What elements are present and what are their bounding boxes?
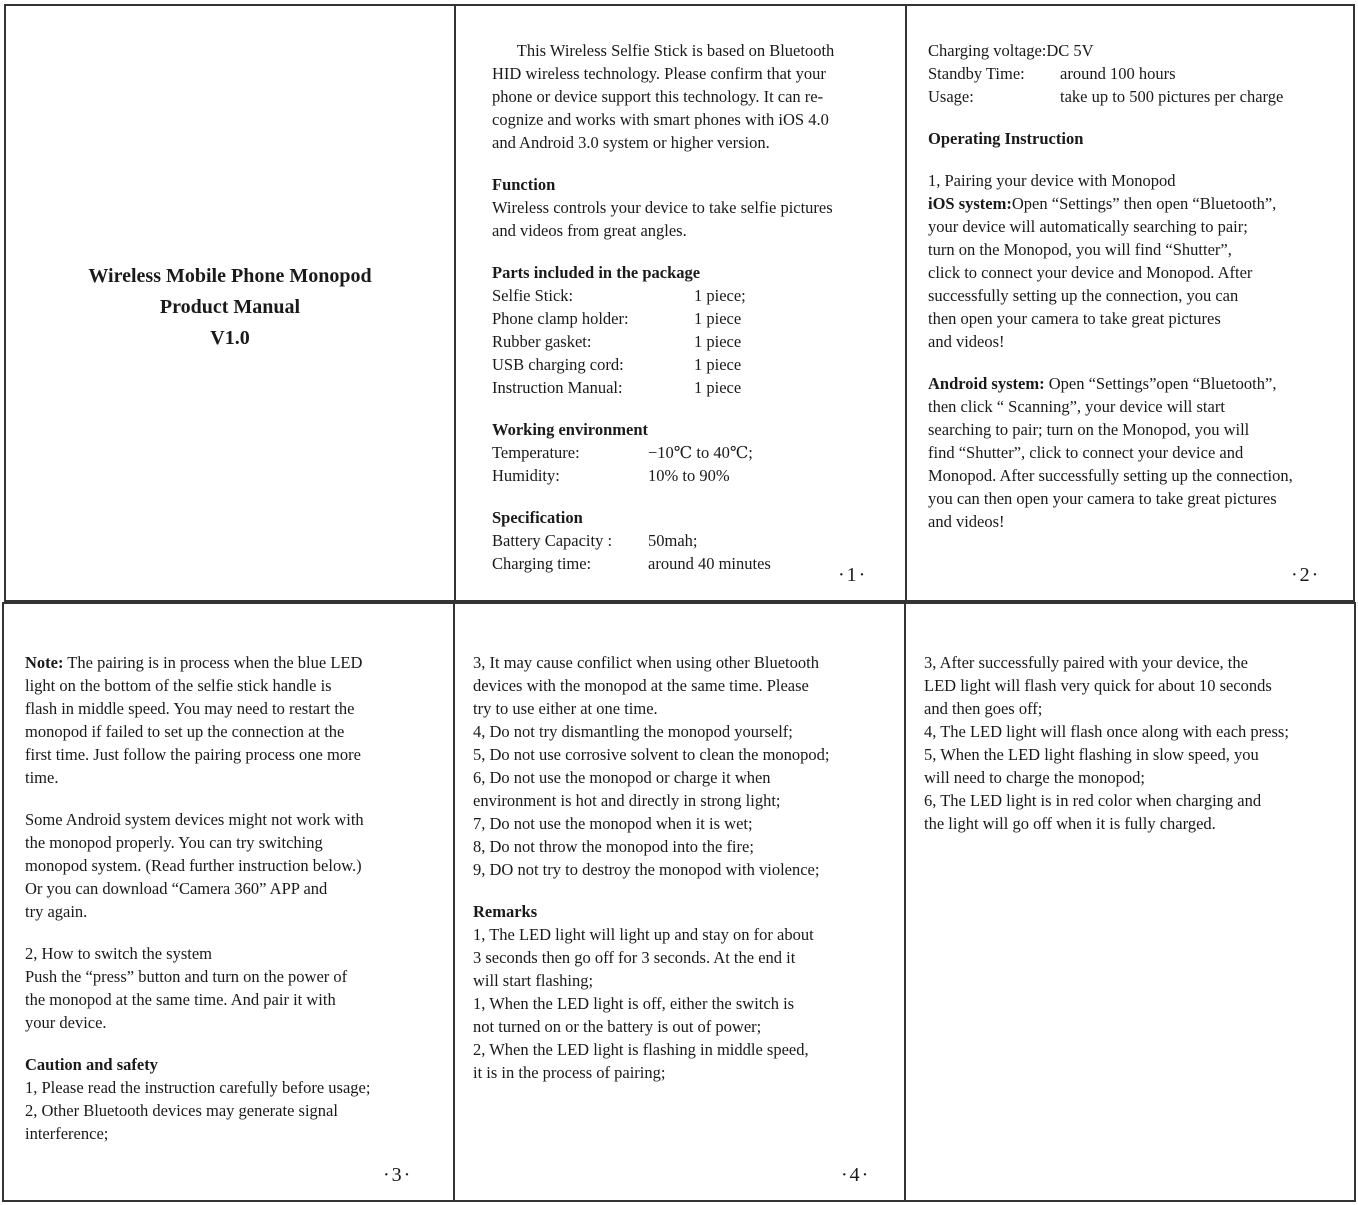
android-text: Monopod. After successfully setting up the connection, [928,466,1293,485]
function-heading: Function [492,175,556,194]
parts-heading: Parts included in the package [492,263,701,282]
env-name: Humidity: [492,466,560,485]
switch-title: 2, How to switch the system [25,944,212,963]
caution-item: 9, DO not try to destroy the monopod with violence; [473,860,820,879]
parts-row [492,376,834,399]
caution-item: try to use either at one time. [473,699,658,718]
page-number: ·2· [1291,564,1321,586]
remark-item: not turned on or the battery is out of power; [473,1017,762,1036]
part-qty: 1 piece [694,332,742,351]
remark-item: will start flashing; [473,971,594,990]
android-note-text: monopod system. (Read further instruction below.) [25,856,362,875]
android-note-text: try again. [25,902,88,921]
note-text: The pairing is in process when the blue LED [63,653,363,672]
android-text: you can then open your camera to take great pictures [928,489,1277,508]
caution-item: 5, Do not use corrosive solvent to clean the monopod; [473,745,830,764]
remark-item: will need to charge the monopod; [924,768,1146,787]
page-4-panel [453,602,906,1202]
android-line [928,372,1293,395]
intro-line: HID wireless technology. Please confirm that your [492,64,826,83]
specification-heading: Specification [492,508,583,527]
spec-row [492,552,834,575]
android-text: Open “Settings”open “Bluetooth”, [1044,374,1277,393]
spec-row [928,39,1293,62]
caution-item: environment is hot and directly in strong light; [473,791,781,810]
caution-item: 1, Please read the instruction carefully before usage; [25,1078,371,1097]
remark-item: and then goes off; [924,699,1043,718]
part-qty: 1 piece; [694,286,746,305]
caution-item: 8, Do not throw the monopod into the fire; [473,837,754,856]
ios-text: turn on the Monopod, you will find “Shutter”, [928,240,1232,259]
remark-item: 5, When the LED light flashing in slow speed, you [924,745,1259,764]
part-name: Instruction Manual: [492,378,623,397]
env-row [492,464,834,487]
remark-item: 6, The LED light is in red color when charging and [924,791,1262,810]
parts-row [492,353,834,376]
spec-value: around 100 hours [1060,64,1176,83]
part-qty: 1 piece [694,309,742,328]
intro-line: This Wireless Selfie Stick is based on Bluetooth [492,41,835,60]
spec-name: Standby Time: [928,64,1025,83]
ios-text: successfully setting up the connection, you can [928,286,1239,305]
remark-item: 1, The LED light will light up and stay on for about [473,925,814,944]
ios-text: Open “Settings” then open “Bluetooth”, [1011,194,1277,213]
part-name: Phone clamp holder: [492,309,629,328]
ios-line [928,192,1293,215]
page-number: ·3· [383,1164,413,1186]
switch-text: the monopod at the same time. And pair it with [25,990,336,1009]
env-value: −10℃ to 40℃; [648,443,753,462]
android-text: find “Shutter”, click to connect your device and [928,443,1244,462]
caution-item: devices with the monopod at the same time. Please [473,676,809,695]
android-text: and videos! [928,512,1005,531]
pairing-title: 1, Pairing your device with Monopod [928,171,1176,190]
note-text: light on the bottom of the selfie stick handle is [25,676,332,695]
remark-item: 3, After successfully paired with your device, the [924,653,1248,672]
intro-line: phone or device support this technology. It can re- [492,87,824,106]
note-text: flash in middle speed. You may need to restart the [25,699,355,718]
part-name: Selfie Stick: [492,286,574,305]
remark-item: 3 seconds then go off for 3 seconds. At the end it [473,948,796,967]
caution-item: 4, Do not try dismantling the monopod yourself; [473,722,793,741]
remark-item: 1, When the LED light is off, either the switch is [473,994,795,1013]
spec-row [492,529,834,552]
note-text: first time. Just follow the pairing process one more [25,745,361,764]
remark-item: the light will go off when it is fully charged. [924,814,1216,833]
intro-line: cognize and works with smart phones with iOS 4.0 [492,110,829,129]
environment-heading: Working environment [492,420,649,439]
cover-title [6,261,454,354]
spec-name: Usage: [928,87,974,106]
parts-row [492,284,834,307]
switch-text: your device. [25,1013,107,1032]
note-label: Note: [25,653,64,672]
part-name: USB charging cord: [492,355,624,374]
function-text: and videos from great angles. [492,221,687,240]
spec-name: Charging voltage: [928,41,1047,60]
note-line [25,651,370,674]
remark-item: LED light will flash very quick for about 10 seconds [924,676,1272,695]
env-row [492,441,834,464]
caution-item: 2, Other Bluetooth devices may generate signal [25,1101,338,1120]
caution-item: 6, Do not use the monopod or charge it when [473,768,771,787]
ios-label: iOS system: [928,194,1012,213]
page-3-panel [2,602,455,1202]
cover-version: V1.0 [210,327,250,349]
ios-text: your device will automatically searching to pair; [928,217,1248,236]
cover-panel [4,4,456,602]
spec-value: take up to 500 pictures per charge [1060,87,1284,106]
switch-text: Push the “press” button and turn on the power of [25,967,348,986]
spec-name: Battery Capacity : [492,531,613,550]
caution-item: 7, Do not use the monopod when it is wet; [473,814,753,833]
note-text: time. [25,768,59,787]
android-text: searching to pair; turn on the Monopod, you will [928,420,1250,439]
remark-item: 2, When the LED light is flashing in middle speed, [473,1040,809,1059]
spec-value: DC 5V [1046,41,1094,60]
operating-heading: Operating Instruction [928,129,1084,148]
remark-item: 4, The LED light will flash once along with each press; [924,722,1289,741]
remarks-heading: Remarks [473,902,538,921]
spec-value: 50mah; [648,531,698,550]
page-number: ·4· [841,1164,871,1186]
page-5-panel [904,602,1356,1202]
caution-item: interference; [25,1124,109,1143]
part-qty: 1 piece [694,355,742,374]
intro-line: and Android 3.0 system or higher version. [492,133,770,152]
android-note-text: Or you can download “Camera 360” APP and [25,879,328,898]
ios-text: click to connect your device and Monopod. After [928,263,1253,282]
android-label: Android system: [928,374,1045,393]
part-name: Rubber gasket: [492,332,592,351]
caution-heading: Caution and safety [25,1055,158,1074]
function-text: Wireless controls your device to take selfie pictures [492,198,833,217]
spec-value: around 40 minutes [648,554,771,573]
android-note-text: Some Android system devices might not work with [25,810,364,829]
note-text: monopod if failed to set up the connection at the [25,722,345,741]
remark-item: it is in the process of pairing; [473,1063,666,1082]
part-qty: 1 piece [694,378,742,397]
env-value: 10% to 90% [648,466,730,485]
parts-row [492,330,834,353]
cover-title-line1: Wireless Mobile Phone Monopod [88,265,372,287]
android-note-text: the monopod properly. You can try switching [25,833,323,852]
ios-text: and videos! [928,332,1005,351]
parts-row [492,307,834,330]
cover-title-line2: Product Manual [159,296,301,318]
android-text: then click “ Scanning”, your device will start [928,397,1225,416]
spec-row [928,85,1293,108]
page-2-panel [905,4,1355,602]
ios-text: then open your camera to take great pictures [928,309,1221,328]
page-1-panel [454,4,907,602]
caution-item: 3, It may cause confilict when using other Bluetooth [473,653,819,672]
page-number: ·1· [838,564,868,586]
env-name: Temperature: [492,443,580,462]
spec-name: Charging time: [492,554,592,573]
spec-row [928,62,1293,85]
